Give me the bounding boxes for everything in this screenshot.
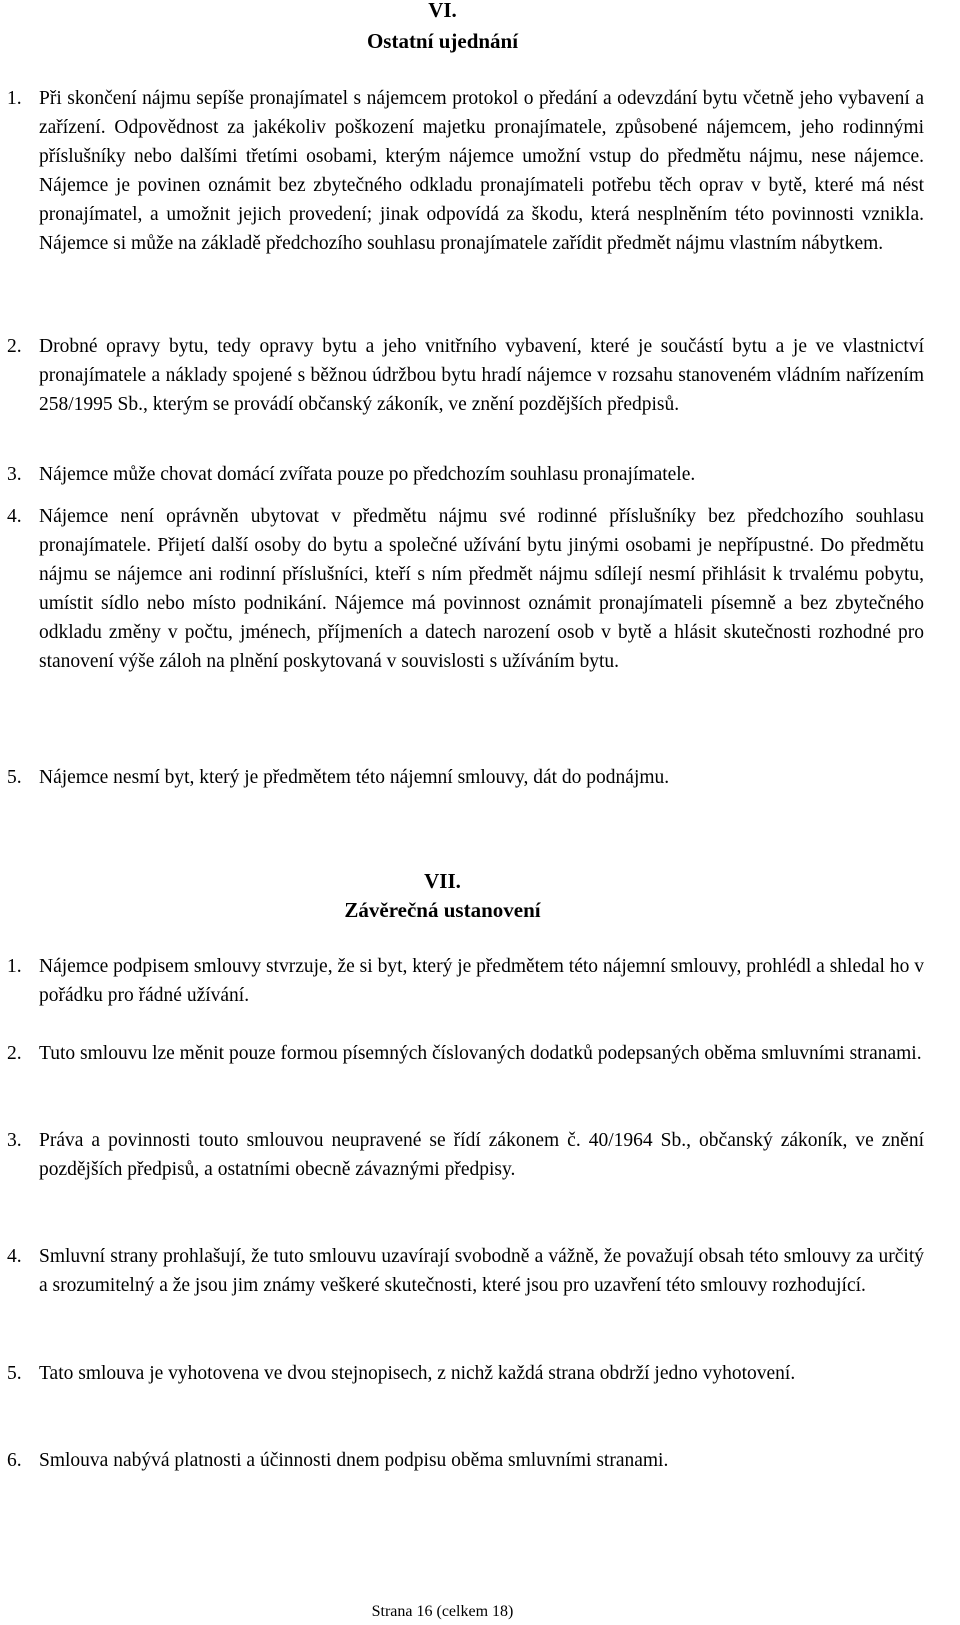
clause-text: Práva a povinnosti touto smlouvou neupravené se řídí zákonem č. 40/1964 Sb., občanský zákoník, ve znění pozdějších předpisů, a ostatními obecně závaznými předpisy. [39, 1130, 924, 1180]
clause-number: 2. [7, 1043, 22, 1064]
clause-text: Nájemce není oprávněn ubytovat v předmětu nájmu své rodinné příslušníky bez předchozího souhlasu pronajímatele. Přijetí další osoby do bytu a společné užívání bytu jinými osobami je nepřípustné. Do předmětu nájmu se nájemce ani rodinní příslušníci, kteří s ním předmět nájmu sdílejí nesmí přihlásit k trvalému pobytu, umístit sídlo nebo místo podnikání. Nájemce má povinnost oznámit pronajímateli písemně a bez zbytečného odkladu změny v počtu, jménech, příjmeních a datech narození osob v bytě a hlásit skutečnosti rozhodné pro stanovení výše záloh na plnění poskytovaná v souvislosti s užíváním bytu. [39, 506, 924, 672]
page-footer: Strana 16 (celkem 18) [371, 1603, 514, 1620]
clause-number: 3. [7, 464, 22, 485]
section-6-number: VI. [428, 0, 457, 22]
clause-text: Nájemce podpisem smlouvy stvrzuje, že si byt, který je předmětem této nájemní smlouvy, prohlédl a shledal ho v pořádku pro řádné užívání. [39, 956, 924, 1006]
clause-number: 3. [7, 1130, 22, 1151]
clause-text: Drobné opravy bytu, tedy opravy bytu a jeho vnitřního vybavení, které je součástí bytu a je ve vlastnictví pronajímatele a náklady spojené s běžnou údržbou bytu hradí nájemce v rozsahu stanoveném vládním nařízením 258/1995 Sb., kterým se provádí občanský zákoník, ve znění pozdějších předpisů. [39, 336, 924, 415]
clause-number: 5. [7, 767, 22, 788]
section-7-title: Závěrečná ustanovení [344, 898, 541, 922]
clause-number: 5. [7, 1363, 22, 1384]
clause-number: 1. [7, 88, 22, 109]
section-6-title: Ostatní ujednání [366, 29, 519, 53]
clause-text: Smluvní strany prohlašují, že tuto smlouvu uzavírají svobodně a vážně, že považují obsah této smlouvy za určitý a srozumitelný a že jsou jim známy veškeré skutečnosti, které jsou pro uzavření této smlouvy rozhodující. [39, 1246, 924, 1296]
clause-number: 4. [7, 506, 22, 527]
clause-text: Při skončení nájmu sepíše pronajímatel s nájemcem protokol o předání a odevzdání bytu včetně jeho vybavení a zařízení. Odpovědnost za jakékoliv poškození majetku pronajímatele, způsobené nájemcem, jeho rodinnými příslušníky nebo dalšími třetími osobami, kterým nájemce umožní vstup do předmětu nájmu, nese nájemce. Nájemce je povinen oznámit bez zbytečného odkladu pronajímateli potřebu těch oprav v bytě, které má nést pronajímatel, a umožnit jejich provedení; jinak odpovídá za škodu, která nesplněním této povinnosti vznikla. Nájemce si může na základě předchozího souhlasu pronajímatele zařídit předmět nájmu vlastním nábytkem. [39, 88, 924, 254]
clause-number: 1. [7, 956, 22, 977]
clause-number: 2. [7, 336, 22, 357]
section-7-number: VII. [424, 869, 461, 893]
clause-text: Tato smlouva je vyhotovena ve dvou stejnopisech, z nichž každá strana obdrží jedno vyhotovení. [39, 1363, 796, 1384]
clause-text: Tuto smlouvu lze měnit pouze formou písemných číslovaných dodatků podepsaných oběma smluvními stranami. [39, 1043, 922, 1064]
clause-number: 6. [7, 1450, 22, 1471]
clause-text: Nájemce může chovat domácí zvířata pouze po předchozím souhlasu pronajímatele. [39, 464, 696, 485]
clause-number: 4. [7, 1246, 22, 1267]
clause-text: Nájemce nesmí byt, který je předmětem této nájemní smlouvy, dát do podnájmu. [39, 767, 670, 788]
clause-text: Smlouva nabývá platnosti a účinnosti dnem podpisu oběma smluvními stranami. [39, 1450, 669, 1471]
